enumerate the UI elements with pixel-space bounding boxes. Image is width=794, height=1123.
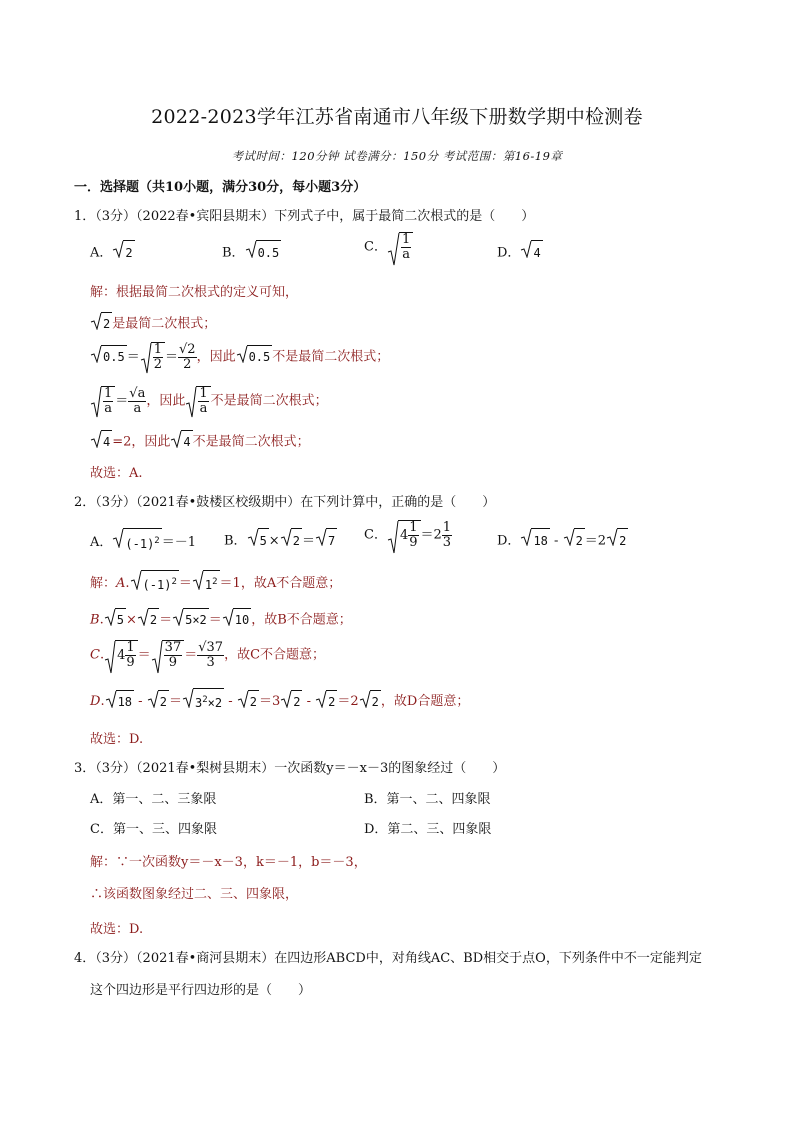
q1-solution-line-2: 0.5 ＝ $\frac{1}{2}$ ＝ $\frac{√2}{2}$ ，因此 0.5 不是最简二次根式；	[90, 342, 389, 372]
q1-option-c: C． $\frac{1}{a}$	[364, 232, 413, 262]
q1-solution-line-1: 2 是最简二次根式；	[90, 312, 216, 336]
q1-solution-line-3: $\frac{1}{a}$ ＝ $\frac{√a}{a}$ ，因此 $\frac{1}{a}$ 不是最简二次根式；	[90, 386, 328, 416]
q2-option-c: C． 4 $\frac{1}{9}$ ＝2 $\frac{1}{3}$	[364, 520, 452, 550]
q2-option-d: D． 18 - 2 ＝2 2	[497, 528, 628, 554]
q1-option-d: D． 4	[497, 240, 543, 266]
q3-option-c: C．第一、三、四象限	[90, 822, 217, 837]
question-4-stem-line-2: 这个四边形是平行四边形的是（ ）	[90, 983, 312, 998]
q3-option-a: A．第一、二、三象限	[90, 792, 217, 807]
q3-solution-1: 解：∵一次函数y＝－x－3，k＝－1，b＝－3，	[90, 855, 367, 870]
q1-solution-line-4: 4 =2，因此 4 不是最简二次根式；	[90, 430, 310, 454]
page-title: 2022-2023学年江苏省南通市八年级下册数学期中检测卷	[151, 106, 643, 128]
q2-solution-b: B. 5 × 2 ＝ 5×2 ＝ 10 ，故B不合题意；	[90, 608, 352, 632]
question-4-stem-line-1: 4．（3分）（2021春•商河县期末）在四边形ABCD中，对角线AC、BD相交于点O，下列条件中不一定能判定	[74, 951, 702, 966]
q1-solution-intro: 解：根据最简二次根式的定义可知，	[90, 285, 299, 300]
q3-answer: 故选：D.	[90, 922, 144, 937]
q2-option-b: B． 5 × 2 ＝ 7	[224, 528, 337, 554]
q2-solution-d: D. 18 - 2 ＝ $3^2\times 2$ - 2 ＝3 2 - 2 ＝2 2 ，故D合题意；	[90, 688, 469, 715]
q1-option-b: B． 0.5	[222, 240, 281, 266]
section-heading: 一．选择题（共10小题，满分30分，每小题3分）	[74, 180, 367, 195]
question-3-stem: 3．（3分）（2021春•梨树县期末）一次函数y＝－x－3的图象经过（ ）	[74, 761, 506, 776]
question-1-stem: 1．（3分）（2022春•宾阳县期末）下列式子中，属于最简二次根式的是（ ）	[74, 209, 535, 224]
q1-answer: 故选：A.	[90, 466, 143, 481]
q3-option-d: D．第二、三、四象限	[364, 822, 492, 837]
q2-answer: 故选：D.	[90, 732, 144, 747]
q2-solution-c: C. 4 $\frac{1}{9}$ ＝ $\frac{37}{9}$ ＝ $\frac{√37}{3}$ ，故C不合题意；	[90, 640, 325, 670]
question-2-stem: 2．（3分）（2021春•鼓楼区校级期中）在下列计算中，正确的是（ ）	[74, 495, 496, 510]
q3-solution-2: ∴该函数图象经过二、三、四象限，	[90, 887, 299, 902]
q1-option-a: A． 2	[90, 240, 135, 266]
q2-option-a: A． $(-1)^2 =-1$	[90, 528, 196, 557]
q3-option-b: B．第一、二、四象限	[364, 792, 491, 807]
q2-solution-a: 解：A. $(-1)^2$ ＝ $1^2 =1$，故A不合题意；	[90, 570, 341, 597]
exam-info: 考试时间：120分钟 试卷满分：150分 考试范围：第16-19章	[231, 149, 563, 163]
